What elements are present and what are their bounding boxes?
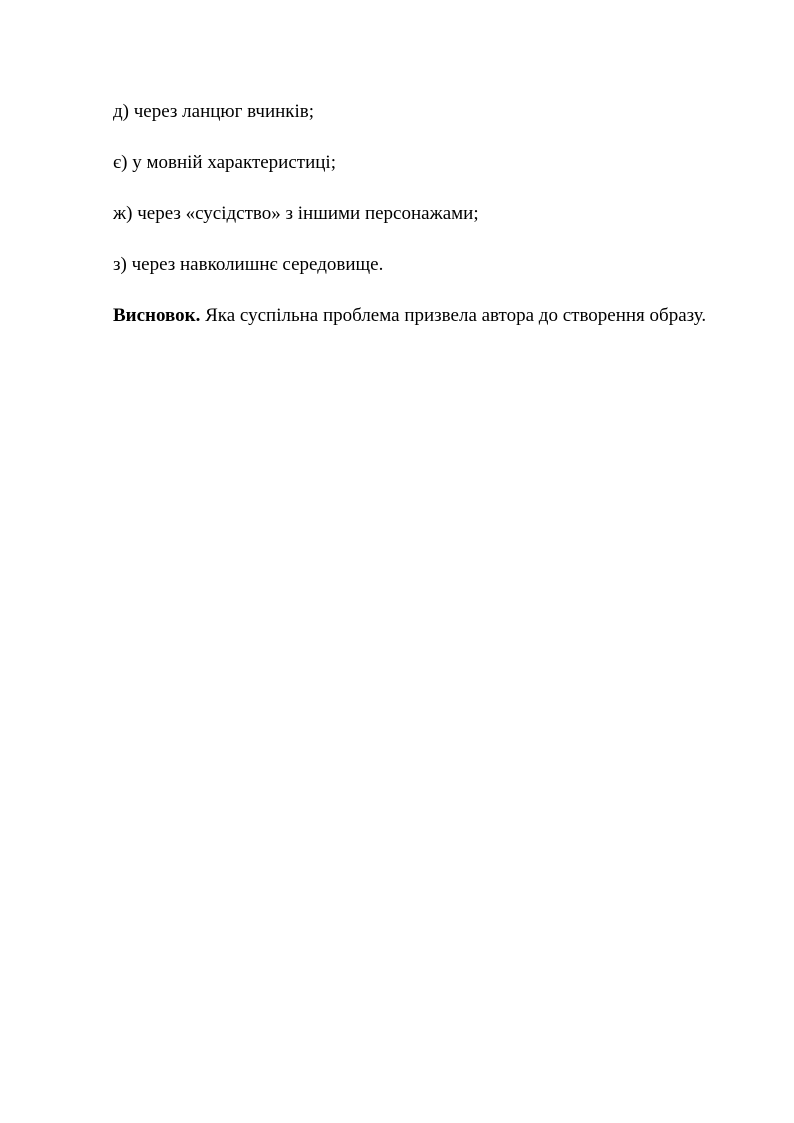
list-item-d: д) через ланцюг вчинків; <box>113 101 315 122</box>
list-item-z: з) через навколишнє середовище. <box>113 254 384 275</box>
list-item-zh: ж) через «сусідство» з іншими персонажами; <box>113 203 479 224</box>
list-item-ye: є) у мовній характеристиці; <box>113 152 336 173</box>
conclusion-paragraph <box>113 304 736 328</box>
page-content <box>113 100 736 328</box>
conclusion-label: Висновок. <box>113 305 201 326</box>
conclusion-text: Яка суспільна проблема призвела автора до створення образу. <box>200 305 707 326</box>
